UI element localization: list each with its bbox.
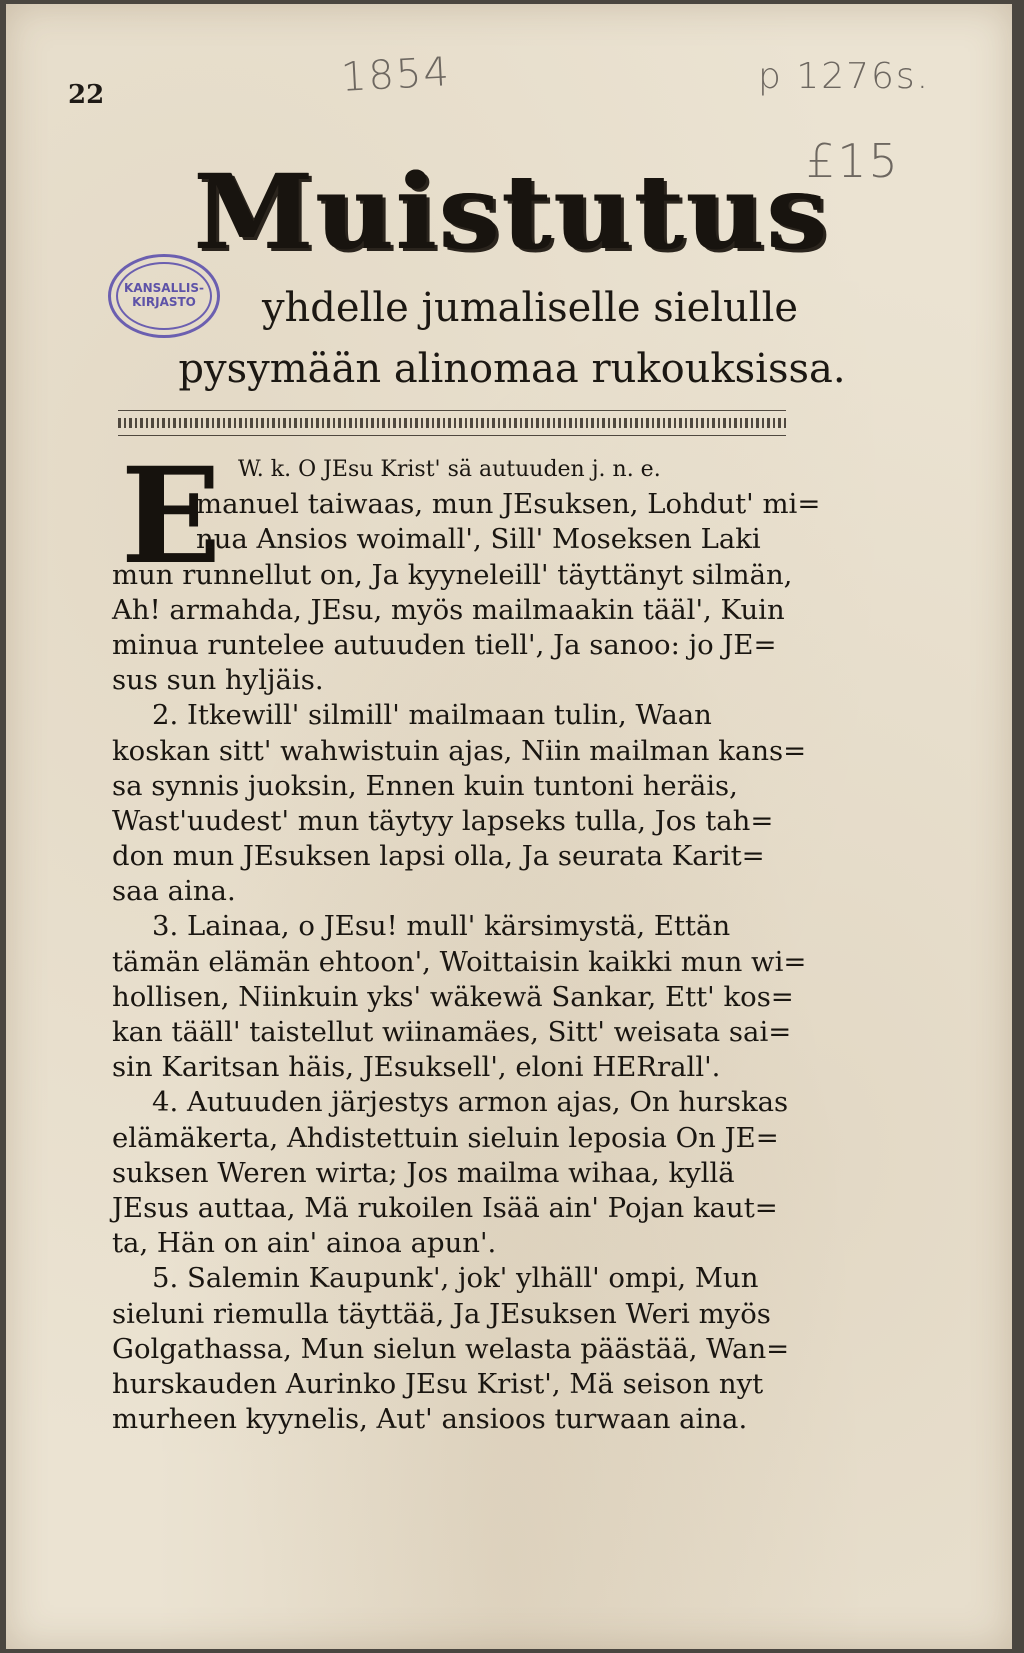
text-line: hurskauden Aurinko JEsu Krist', Mä seison nyt	[112, 1367, 764, 1400]
text-line: JEsus auttaa, Mä rukoilen Isää ain' Pojan kaut=	[112, 1191, 778, 1224]
hymn-text	[112, 439, 821, 1437]
text-line: don mun JEsuksen lapsi olla, Ja seurata Karit=	[112, 840, 765, 873]
text-line: saa aina.	[112, 875, 236, 908]
pencil-price-note: £15	[806, 134, 900, 188]
text-line: Golgathassa, Mun sielun welasta päästää, Wan=	[112, 1332, 790, 1365]
text-line: suksen Weren wirta; Jos mailma wihaa, kyllä	[112, 1156, 735, 1189]
subtitle-line-1: yhdelle jumaliselle sielulle	[261, 285, 799, 331]
tune-heading: W. k. O JEsu Krist' sä autuuden j. n. e.	[238, 457, 661, 482]
text-line: manuel taiwaas, mun JEsuksen, Lohdut' mi=	[196, 488, 821, 521]
text-line: 5. Salemin Kaupunk', jok' ylhäll' ompi, Mun	[152, 1262, 759, 1295]
text-line: sa synnis juoksin, Ennen kuin tuntoni heräis,	[112, 769, 738, 802]
drop-cap-initial: E	[120, 439, 222, 594]
text-line: 2. Itkewill' silmill' mailmaan tulin, Waan	[152, 699, 712, 732]
text-line: nua Ansios woimall', Sill' Moseksen Laki	[196, 523, 761, 556]
text-line: kan tääll' taistellut wiinamäes, Sitt' weisata sai=	[112, 1016, 792, 1048]
text-line: 4. Autuuden järjestys armon ajas, On hurskas	[152, 1086, 789, 1119]
text-line: koskan sitt' wahwistuin ajas, Niin mailman kans=	[112, 734, 807, 767]
page-title: Muistutus	[194, 153, 830, 273]
text-line: murheen kyynelis, Aut' ansioos turwaan aina.	[112, 1403, 748, 1436]
text-line: sin Karitsan häis, JEsuksell', eloni HERrall'.	[112, 1051, 721, 1084]
text-line: Wast'uudest' mun täytyy lapseks tulla, Jos tah=	[112, 804, 774, 837]
stamp-line-2: KIRJASTO	[132, 295, 196, 309]
stamp-line-1: KANSALLIS-	[124, 281, 204, 296]
pencil-year-note: 1854	[339, 49, 452, 101]
ornamental-divider	[118, 410, 786, 436]
text-line: sus sun hyljäis.	[112, 664, 324, 697]
pencil-shelf-mark: p 1276s.	[758, 56, 931, 97]
text-line: ta, Hän on ain' ainoa apun'.	[112, 1227, 497, 1260]
text-line: elämäkerta, Ahdistettuin sieluin leposia On JE=	[112, 1121, 779, 1154]
page-number: 22	[68, 80, 105, 110]
text-line: tämän elämän ehtoon', Woittaisin kaikki mun wi=	[112, 945, 807, 978]
text-line: 3. Lainaa, o JEsu! mull' kärsimystä, Ettän	[152, 910, 731, 943]
text-line: mun runnellut on, Ja kyyneleill' täyttänyt silmän,	[112, 558, 793, 591]
text-line: sieluni riemulla täyttää, Ja JEsuksen Weri myös	[112, 1297, 771, 1330]
text-line: minua runtelee autuuden tiell', Ja sanoo: jo JE=	[112, 628, 777, 661]
subtitle-line-2: pysymään alinomaa rukouksissa.	[178, 346, 846, 392]
text-line: hollisen, Niinkuin yks' wäkewä Sankar, Ett' kos=	[112, 980, 794, 1013]
text-line: Ah! armahda, JEsu, myös mailmaakin tääl', Kuin	[112, 593, 785, 626]
